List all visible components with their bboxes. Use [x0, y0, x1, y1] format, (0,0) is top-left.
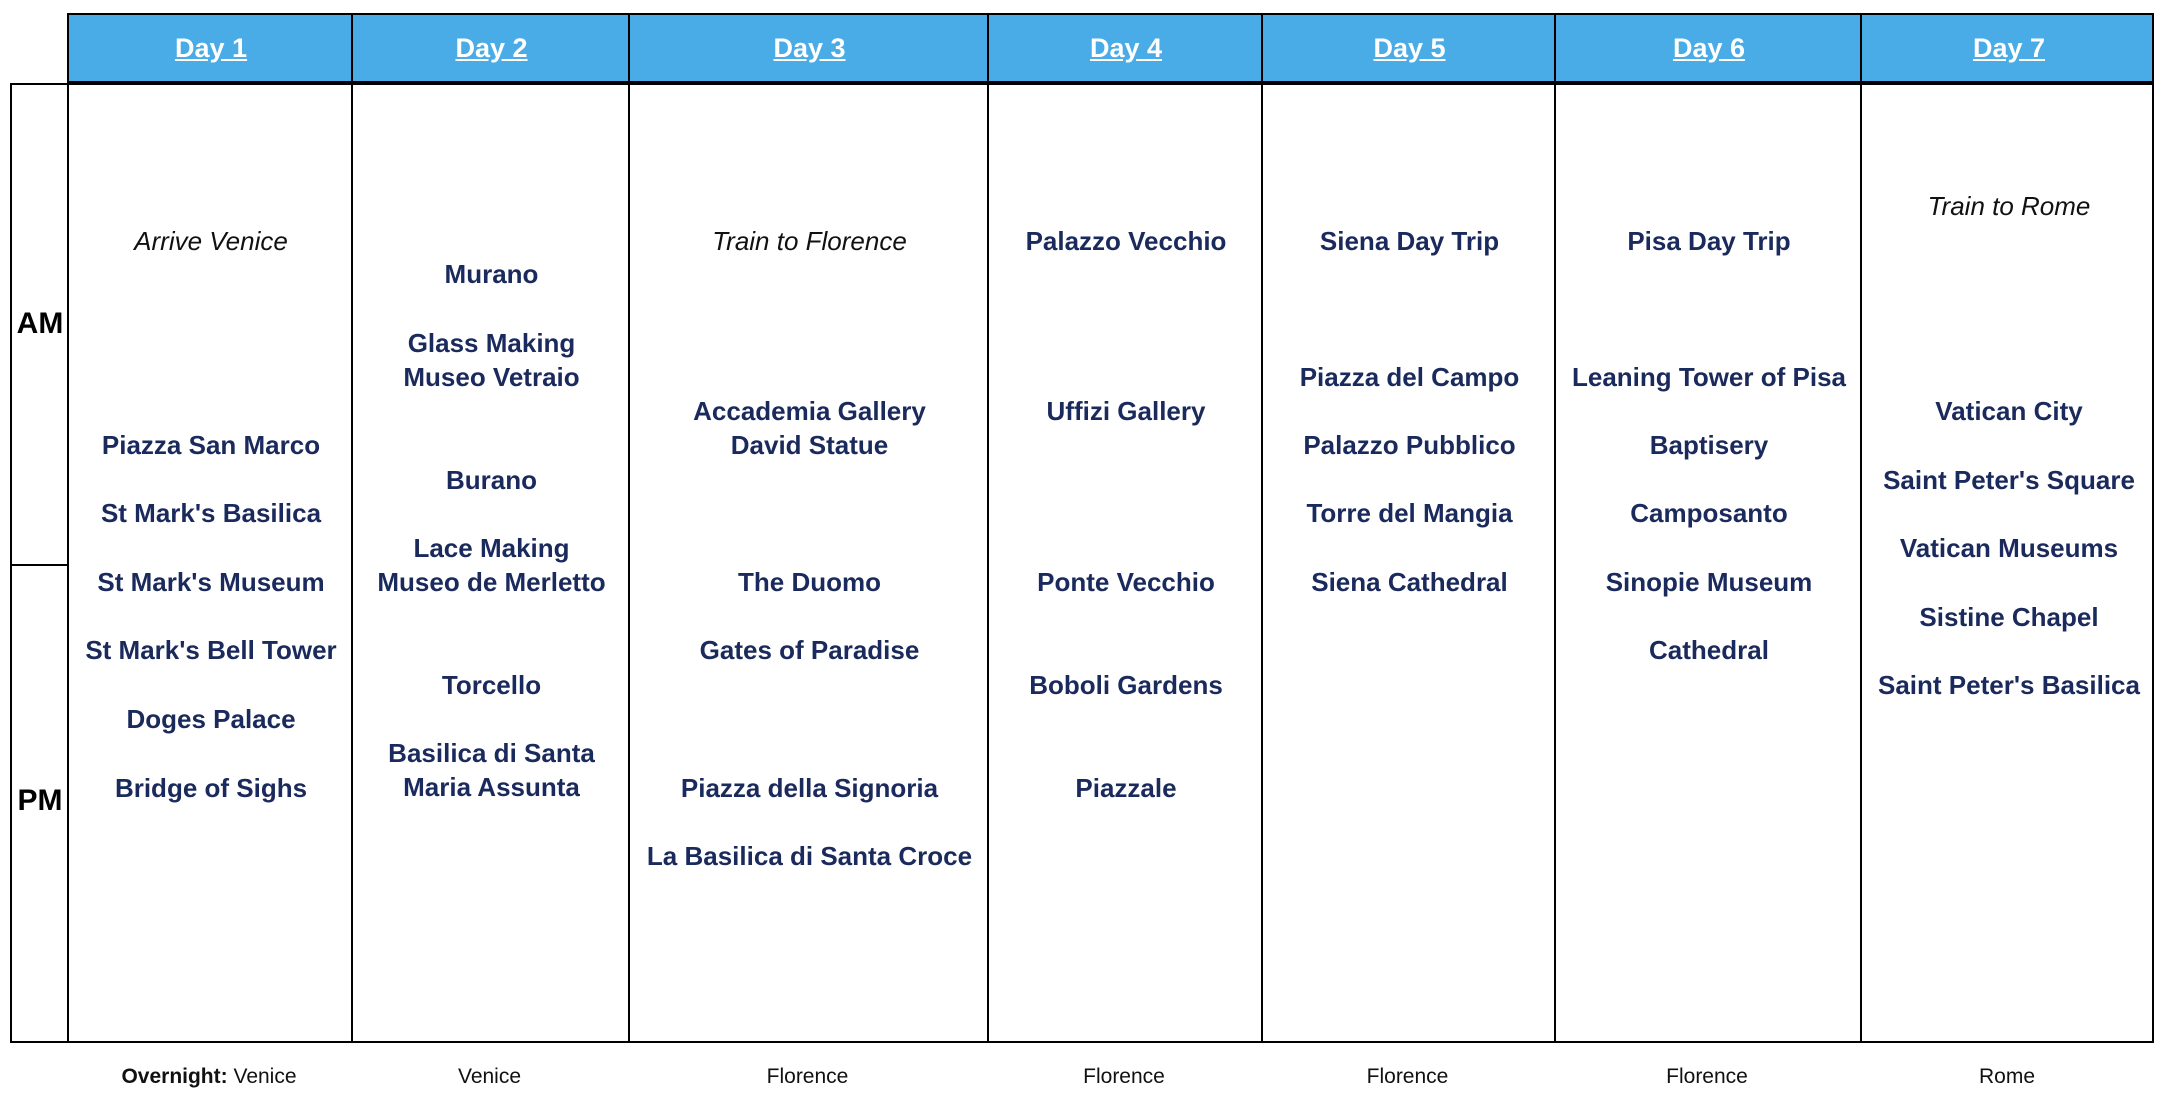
overnight-city: Venice — [233, 1065, 297, 1088]
day-header-6[interactable]: Day 6 — [1672, 32, 1746, 63]
activity-item: Burano — [446, 465, 537, 495]
day-header-5[interactable]: Day 5 — [1373, 32, 1446, 63]
activity-item: St Mark's Basilica — [100, 498, 322, 528]
itinerary-grid — [10, 83, 2154, 1043]
header-divider — [351, 15, 353, 81]
activity-item: Siena Cathedral — [1311, 567, 1508, 597]
overnight-city: Rome — [1978, 1065, 2036, 1088]
day-column-1 — [69, 85, 353, 1041]
travel-note: Arrive Venice — [134, 226, 288, 256]
activity-item: Sinopie Museum — [1605, 567, 1813, 597]
activity-item: Bridge of Sighs — [114, 773, 308, 803]
overnight-city: Florence — [1666, 1065, 1748, 1088]
day-column-5 — [1263, 85, 1556, 1041]
overnight-2 — [351, 1065, 628, 1095]
day-header-7[interactable]: Day 7 — [1972, 32, 2046, 63]
activity-item: Palazzo Vecchio — [1025, 226, 1227, 256]
day-column-2 — [353, 85, 630, 1041]
travel-note: Train to Florence — [712, 226, 907, 256]
activity-item: The Duomo — [738, 567, 881, 597]
activity-item: Glass Making Museo Vetraio — [403, 328, 580, 392]
activity-item: Basilica di Santa Maria Assunta — [388, 738, 595, 802]
activity-item: Accademia Gallery David Statue — [693, 396, 926, 460]
activity-item: Torre del Mangia — [1306, 498, 1513, 528]
activity-item: Ponte Vecchio — [1037, 567, 1215, 597]
activity-item: Sistine Chapel — [1919, 602, 2099, 632]
activity-item: Piazza San Marco — [101, 430, 321, 460]
day-header-row — [67, 13, 2154, 83]
overnight-city: Florence — [766, 1065, 849, 1088]
header-divider — [1860, 15, 1862, 81]
period-pm: PM — [17, 784, 63, 817]
overnight-3 — [628, 1065, 987, 1095]
overnight-label: Overnight: — [121, 1065, 228, 1088]
activity-item: Cathedral — [1649, 635, 1769, 665]
activity-item: Doges Palace — [126, 704, 296, 734]
activity-item: Uffizi Gallery — [1046, 396, 1206, 426]
overnight-city: Florence — [1083, 1065, 1165, 1088]
activity-item: St Mark's Museum — [97, 567, 325, 597]
header-divider — [628, 15, 630, 81]
activity-item: La Basilica di Santa Croce — [646, 841, 973, 871]
activity-item: Pisa Day Trip — [1627, 226, 1791, 256]
activity-item: St Mark's Bell Tower — [85, 635, 337, 665]
activity-item: Vatican Museums — [1899, 533, 2119, 563]
activity-item: Torcello — [441, 670, 542, 700]
activity-item: Saint Peter's Square — [1883, 465, 2135, 495]
activity-item: Siena Day Trip — [1319, 226, 1500, 256]
overnight-7 — [1860, 1065, 2154, 1095]
activity-item: Vatican City — [1935, 396, 2083, 426]
period-am: AM — [16, 307, 64, 340]
overnight-5 — [1261, 1065, 1554, 1095]
header-divider — [987, 15, 989, 81]
activity-item: Saint Peter's Basilica — [1878, 670, 2140, 700]
overnight-1 — [67, 1065, 351, 1095]
day-header-1[interactable]: Day 1 — [174, 32, 248, 63]
am-pm-divider — [12, 564, 68, 566]
overnight-4 — [987, 1065, 1261, 1095]
activity-item: Camposanto — [1630, 498, 1788, 528]
activity-item: Piazza della Signoria — [680, 773, 939, 803]
day-header-2[interactable]: Day 2 — [455, 32, 528, 63]
activity-item: Palazzo Pubblico — [1303, 430, 1516, 460]
day-header-4[interactable]: Day 4 — [1089, 32, 1163, 63]
travel-note: Train to Rome — [1927, 191, 2091, 221]
activity-item: Boboli Gardens — [1029, 670, 1223, 700]
activity-item: Gates of Paradise — [699, 635, 920, 665]
day-column-3 — [630, 85, 989, 1041]
overnight-city: Venice — [457, 1065, 522, 1088]
activity-item: Lace Making Museo de Merletto — [377, 533, 606, 597]
day-column-4 — [989, 85, 1263, 1041]
activity-item: Piazzale — [1075, 773, 1177, 803]
day-header-3[interactable]: Day 3 — [773, 32, 846, 63]
activity-item: Piazza del Campo — [1299, 362, 1520, 392]
day-column-7 — [1862, 85, 2156, 1041]
header-divider — [1554, 15, 1556, 81]
day-column-6 — [1556, 85, 1862, 1041]
header-divider — [1261, 15, 1263, 81]
activity-item: Murano — [444, 259, 539, 289]
activity-item: Leaning Tower of Pisa — [1571, 362, 1846, 392]
activity-item: Baptisery — [1649, 430, 1769, 460]
overnight-city: Florence — [1366, 1065, 1449, 1088]
overnight-6 — [1554, 1065, 1860, 1095]
